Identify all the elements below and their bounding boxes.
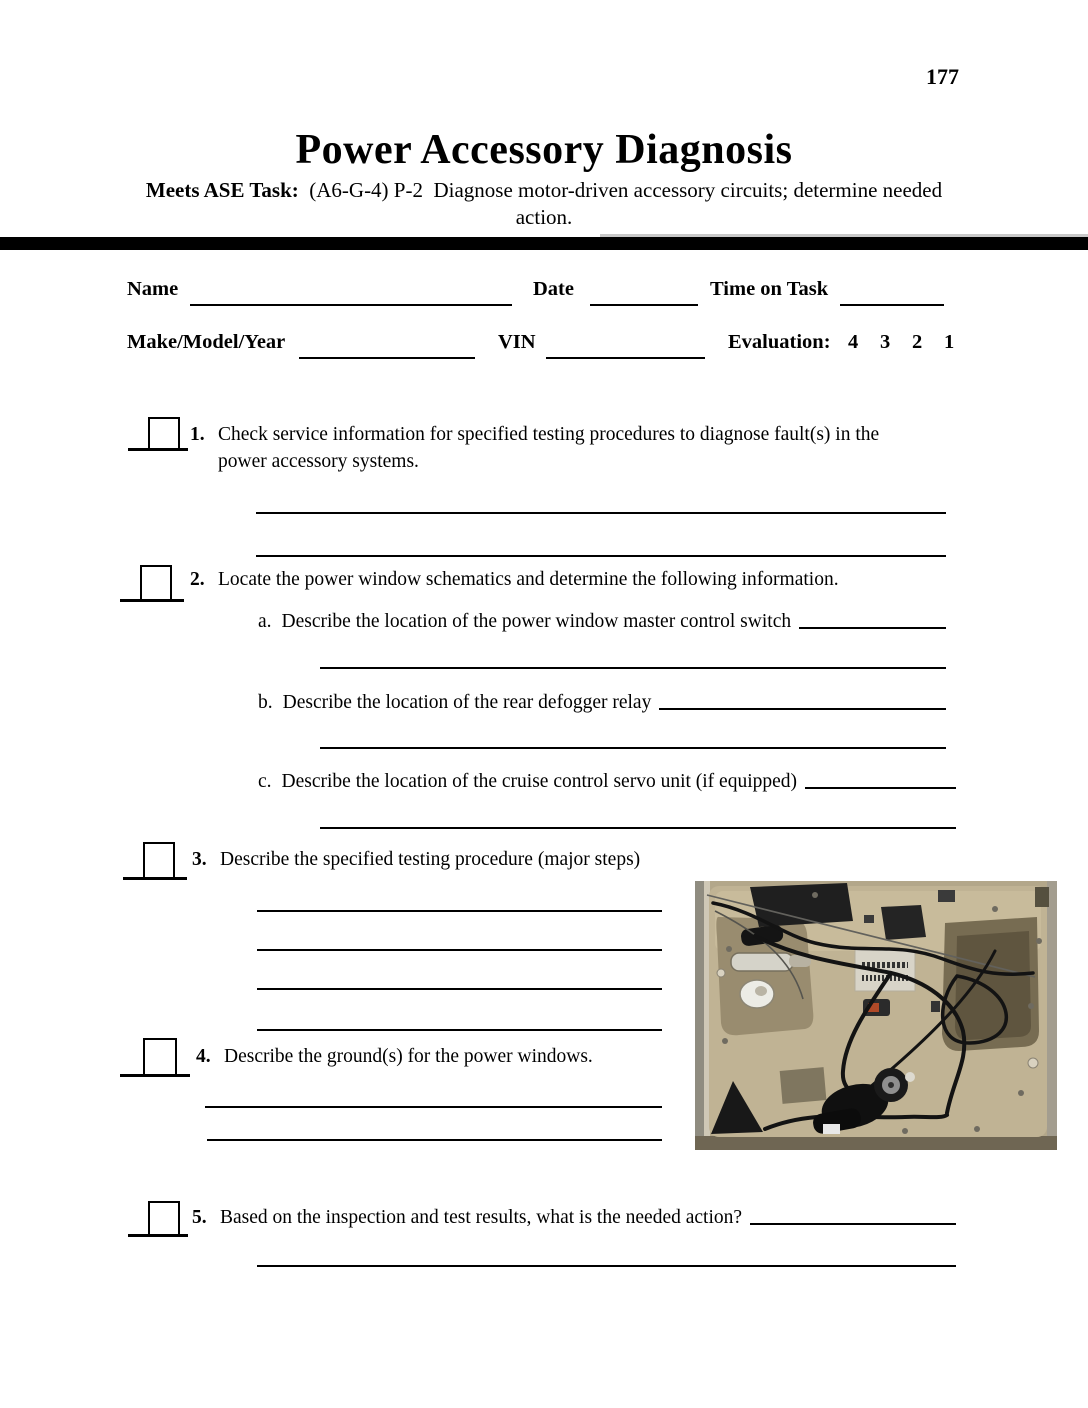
checkbox-box bbox=[140, 565, 172, 601]
subtask-a-answer-line[interactable] bbox=[320, 667, 946, 669]
task-5-text-line-1: Based on the inspection and test results, what is the needed action? bbox=[220, 1207, 743, 1228]
subtask-a-row bbox=[258, 611, 946, 633]
task-1-number: 1. bbox=[190, 424, 205, 445]
vin-blank[interactable] bbox=[546, 357, 705, 359]
make-model-year-blank[interactable] bbox=[299, 357, 475, 359]
subtask-c-text: Describe the location of the cruise control servo unit (if equipped) bbox=[281, 771, 798, 792]
make-model-year-label: Make/Model/Year bbox=[127, 331, 286, 353]
task-2-number: 2. bbox=[190, 569, 205, 590]
checkbox-box bbox=[143, 1038, 177, 1076]
door-panel-photo bbox=[695, 881, 1057, 1150]
task-2-text-line-1: Locate the power window schematics and determine the following information. bbox=[218, 569, 839, 590]
task-4-number: 4. bbox=[196, 1046, 211, 1067]
checkbox-box bbox=[148, 417, 180, 450]
task-2-checkbox[interactable] bbox=[120, 565, 188, 603]
checkbox-box bbox=[143, 842, 175, 879]
task-5-checkbox[interactable] bbox=[128, 1201, 192, 1239]
task-5-row bbox=[220, 1207, 956, 1229]
evaluation-score-3[interactable]: 3 bbox=[880, 331, 891, 353]
task-5-number: 5. bbox=[192, 1207, 207, 1228]
time-on-task-label: Time on Task bbox=[710, 278, 829, 300]
subtask-c-letter: c. bbox=[258, 771, 272, 792]
name-blank[interactable] bbox=[190, 304, 512, 306]
name-label: Name bbox=[127, 278, 179, 300]
task-1-text-line-1: Check service information for specified testing procedures to diagnose fault(s) in the bbox=[218, 424, 880, 445]
task-4-answer-line-2[interactable] bbox=[207, 1139, 662, 1141]
task-4-checkbox[interactable] bbox=[120, 1038, 194, 1080]
evaluation-score-4[interactable]: 4 bbox=[848, 331, 859, 353]
subtask-c-inline-blank[interactable] bbox=[805, 787, 956, 789]
subtask-a-letter: a. bbox=[258, 611, 272, 632]
date-blank[interactable] bbox=[590, 304, 698, 306]
page-title: Power Accessory Diagnosis bbox=[295, 127, 793, 173]
task-3-number: 3. bbox=[192, 849, 207, 870]
divider-rule bbox=[0, 237, 1088, 250]
task-1-answer-line-2[interactable] bbox=[256, 555, 946, 557]
ase-task-description: (A6-G-4) P-2 Diagnose motor-driven accessory circuits; determine needed bbox=[309, 178, 943, 202]
time-on-task-blank[interactable] bbox=[840, 304, 944, 306]
task-1-checkbox[interactable] bbox=[128, 417, 192, 451]
task-1-answer-line-1[interactable] bbox=[256, 512, 946, 514]
task-5-answer-line-1[interactable] bbox=[257, 1265, 956, 1267]
ase-task-line bbox=[0, 178, 1088, 203]
subtask-b-inline-blank[interactable] bbox=[659, 708, 946, 710]
task-3-answer-line-2[interactable] bbox=[257, 949, 662, 951]
task-3-answer-line-1[interactable] bbox=[257, 910, 662, 912]
task-5-inline-blank[interactable] bbox=[750, 1223, 956, 1225]
ase-task-description-2: action. bbox=[515, 205, 573, 229]
task-3-checkbox[interactable] bbox=[123, 842, 191, 882]
date-label: Date bbox=[533, 278, 574, 300]
evaluation-label: Evaluation: bbox=[728, 331, 831, 353]
task-3-answer-line-4[interactable] bbox=[257, 1029, 662, 1031]
evaluation-score-2[interactable]: 2 bbox=[912, 331, 923, 353]
subtask-b-row bbox=[258, 692, 946, 714]
vin-label: VIN bbox=[498, 331, 536, 353]
subtask-c-answer-line[interactable] bbox=[320, 827, 956, 829]
checkbox-box bbox=[148, 1201, 180, 1236]
subtask-a-text: Describe the location of the power window master control switch bbox=[281, 611, 792, 632]
page-number: 177 bbox=[926, 64, 959, 89]
task-4-answer-line-1[interactable] bbox=[205, 1106, 662, 1108]
subtask-b-text: Describe the location of the rear defogger relay bbox=[282, 692, 652, 713]
subtask-b-answer-line[interactable] bbox=[320, 747, 946, 749]
subtask-b-letter: b. bbox=[258, 692, 273, 713]
ase-task-text bbox=[299, 178, 310, 202]
task-3-answer-line-3[interactable] bbox=[257, 988, 662, 990]
task-3-text-line-1: Describe the specified testing procedure (major steps) bbox=[220, 849, 641, 870]
subtask-c-row bbox=[258, 771, 956, 793]
ase-task-label: Meets ASE Task: bbox=[145, 178, 299, 202]
task-1-text-line-2: power accessory systems. bbox=[218, 451, 419, 472]
subtask-a-inline-blank[interactable] bbox=[799, 627, 946, 629]
task-4-text-line-1: Describe the ground(s) for the power windows. bbox=[224, 1046, 593, 1067]
evaluation-score-1[interactable]: 1 bbox=[944, 331, 955, 353]
